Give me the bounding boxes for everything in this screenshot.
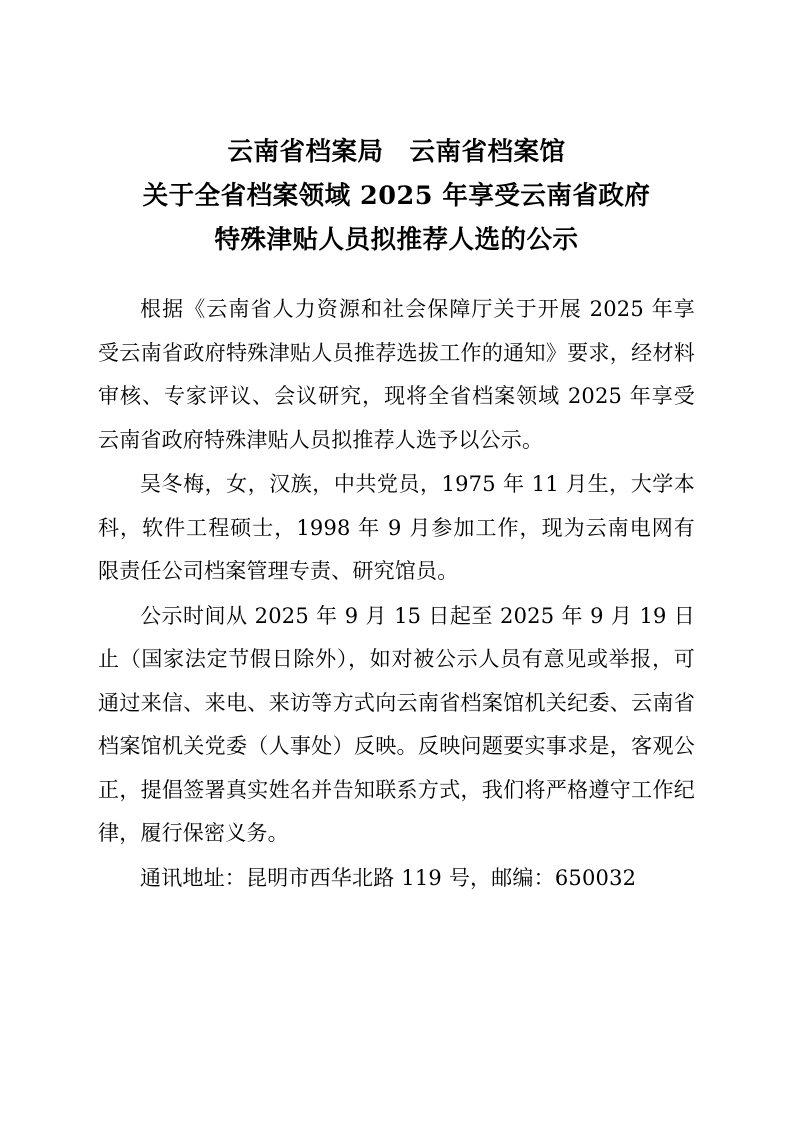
title-line-2: 关于全省档案领域 2025 年享受云南省政府	[142, 181, 651, 211]
title-line-3: 特殊津贴人员拟推荐人选的公示	[214, 225, 579, 255]
document-body	[98, 288, 695, 900]
paragraph-address: 通讯地址：昆明市西华北路 119 号，邮编：650032	[140, 865, 637, 890]
title-line-1: 云南省档案局 云南省档案馆	[227, 137, 566, 167]
paragraph-basis: 根据《云南省人力资源和社会保障厅关于开展 2025 年享受云南省政府特殊津贴人员推荐选拔工作的通知》要求，经材料审核、专家评议、会议研究，现将全省档案领域 2025 年享受云南省政府特殊津贴人员拟推荐人选予以公示。	[98, 297, 695, 452]
page-title	[98, 130, 695, 262]
paragraph-notice-period: 公示时间从 2025 年 9 月 15 日起至 2025 年 9 月 19 日止（国家法定节假日除外），如对被公示人员有意见或举报，可通过来信、来电、来访等方式向云南省档案馆机关纪委、云南省档案馆机关党委（人事处）反映。反映问题要实事求是，客观公正，提倡签署真实姓名并告知联系方式，我们将严格遵守工作纪律，履行保密义务。	[98, 603, 695, 845]
paragraph-candidate: 吴冬梅，女，汉族，中共党员，1975 年 11 月生，大学本科，软件工程硕士，1998 年 9 月参加工作，现为云南电网有限责任公司档案管理专责、研究馆员。	[98, 472, 695, 583]
